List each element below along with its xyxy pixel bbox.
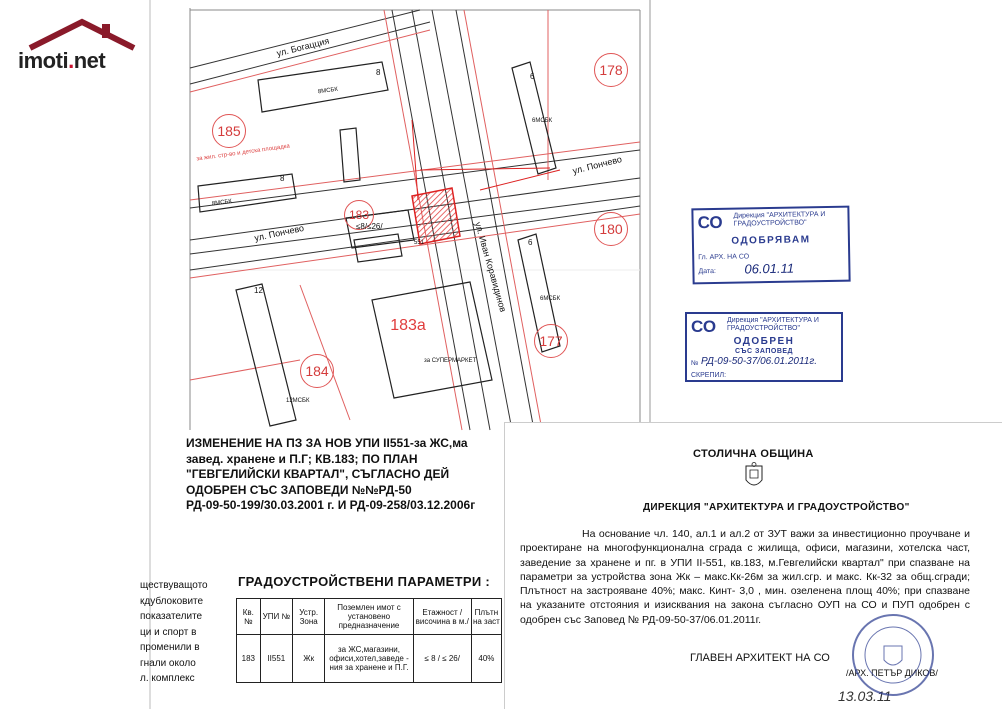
- header-cell: Кв. №: [237, 599, 261, 635]
- district-185: 185: [212, 114, 246, 148]
- params-table: [236, 598, 502, 683]
- street-label: ул. Богацция: [275, 35, 331, 59]
- plot-params-label: ≤8/≤26/: [356, 222, 383, 231]
- district-183: 183: [344, 200, 374, 230]
- district-183a: 183a: [390, 317, 426, 334]
- building-type: 8МСБК: [211, 198, 233, 208]
- stamp-number: РД-09-50-37/06.01.2011г.: [701, 356, 818, 367]
- municipality-name: СТОЛИЧНА ОБЩИНА: [693, 448, 814, 460]
- table-cell: 183: [237, 635, 261, 683]
- title-line: ОДОБРЕН СЪС ЗАПОВЕДИ №№РД-50: [186, 482, 412, 497]
- stamp-directorate: Дирекция "АРХИТЕКТУРА И ГРАДОУСТРОЙСТВО": [733, 211, 826, 228]
- round-seal-icon: [838, 610, 948, 700]
- stamp-date: 06.01.11: [744, 260, 795, 277]
- building-number: 8: [376, 68, 381, 77]
- stamp-status: ОДОБРЯВАМ: [731, 234, 811, 247]
- table-cell: ≤ 8 / ≤ 26/: [413, 635, 471, 683]
- stamp-sub: СЪС ЗАПОВЕД: [734, 348, 794, 355]
- brand-dot: .: [68, 48, 74, 73]
- fragment-line: кдублоковите: [140, 595, 204, 607]
- district-177: 177: [534, 324, 568, 358]
- fragment-line: ци и спорт в: [140, 626, 197, 638]
- subject-plot: [412, 188, 460, 244]
- header-cell: Плътн на заст: [471, 599, 501, 635]
- table-cell: за ЖС,магазини, офиси,хотел,заведе - ния за хранене и П.Г.: [325, 635, 413, 683]
- plan-title-block: [186, 436, 506, 514]
- stamp-line: СКРЕПИЛ:: [691, 372, 727, 379]
- stamp-line: Гл. АРХ. НА СО: [698, 253, 750, 262]
- table-cell: 40%: [471, 635, 501, 683]
- fragment-line: ществуващото: [140, 580, 208, 591]
- building-number: 6: [528, 238, 533, 247]
- left-text-fragments: [140, 578, 222, 687]
- header-cell: УПИ №: [260, 599, 292, 635]
- approval-text: На основание чл. 140, ал.1 и ал.2 от ЗУТ важи за инвестиционно проучване и проектиране на многофункционална сграда с жилища, офиси, магазини, хотелска част, заведение за хранене и пг. в УПИ II-551, кв.183, м.Гевгелийски квартал" при спазване на параметри за устройства зона Жк – макс.Кк-26м за жил.сгр. и макс. Кк-32 за общ.сгради; Плътност на застрояване 40%; макс. Кинт- 3,0 , мин. озеленена площ 40%; при спазване на указаните отстояния и изисквания на закона съгласно ОУП на СО и ПУП одобрен с одобрен със Заповед № РД-09-50-37/06.01.2011г.: [520, 528, 970, 626]
- street-label: ул. Иван Коравидинов: [472, 220, 509, 314]
- building-type: 12МСБК: [286, 398, 310, 404]
- plot-number-label: 551: [414, 240, 425, 246]
- stamp-so: СО: [697, 212, 723, 233]
- brand-tld: net: [73, 48, 106, 73]
- imoti-logo: [18, 18, 153, 73]
- stamp-status: ОДОБРЕН: [733, 336, 795, 347]
- building-number: 6: [530, 72, 535, 81]
- fragment-line: гнали около: [140, 657, 196, 669]
- street-label: ул. Пончево: [571, 154, 623, 176]
- fragment-line: л. комплекс: [140, 673, 195, 684]
- title-line: РД-09-50-199/30.03.2001 г. И РД-09-258/03.12.2006г: [186, 498, 476, 512]
- coat-of-arms-icon: [742, 462, 766, 492]
- title-line: завед. хранене и П.Г; КВ.183; ПО ПЛАН: [186, 451, 418, 466]
- building-type: 8МСБК: [317, 86, 339, 96]
- stamp-line: Дата:: [698, 267, 716, 276]
- title-line: ИЗМЕНЕНИЕ НА ПЗ ЗА НОВ УПИ II551-за ЖС,ма: [186, 436, 468, 450]
- header-cell: Устр. Зона: [293, 599, 325, 635]
- approval-stamp: [685, 312, 843, 382]
- fragment-line: променили в: [140, 642, 200, 653]
- header-cell: Поземлен имот с установено предназначение: [325, 599, 413, 635]
- district-178: 178: [594, 53, 628, 87]
- table-cell: Жк: [293, 635, 325, 683]
- brand-name: imoti: [18, 48, 69, 73]
- building-number: 12: [254, 286, 263, 295]
- architect-name: /АРХ. ПЕТЪР ДИКОВ/: [846, 668, 938, 678]
- table-cell: II551: [260, 635, 292, 683]
- approval-stamp: [691, 206, 850, 285]
- stamp-line: №: [691, 360, 699, 367]
- chief-architect-label: ГЛАВЕН АРХИТЕКТ НА СО: [690, 652, 830, 664]
- building-type: 6МСБК: [540, 296, 561, 302]
- stamp-so: СО: [691, 317, 717, 336]
- plot-purpose-label: за СУПЕРМАРКЕТ: [424, 358, 477, 364]
- params-title: ГРАДОУСТРОЙСТВЕНИ ПАРАМЕТРИ :: [238, 574, 491, 589]
- plot-purpose-label: за жил. стр-во и детска площадка: [196, 143, 291, 163]
- stamp-directorate: Дирекция "АРХИТЕКТУРА И ГРАДОУСТРОЙСТВО": [727, 317, 819, 332]
- building-type: 6МСБК: [532, 118, 553, 124]
- street-label: ул. Пончево: [253, 222, 305, 244]
- district-180: 180: [594, 212, 628, 246]
- fragment-line: показателите: [140, 611, 203, 622]
- signature-date: 13.03.11: [838, 688, 892, 704]
- header-cell: Етажност /височина в м./: [413, 599, 471, 635]
- title-line: "ГЕВГЕЛИЙСКИ КВАРТАЛ", СЪГЛАСНО ДЕЙ: [186, 467, 450, 481]
- building-number: 8: [280, 174, 285, 183]
- directorate-name: ДИРЕКЦИЯ "АРХИТЕКТУРА И ГРАДОУСТРОЙСТВО": [643, 502, 910, 513]
- district-184: 184: [300, 354, 334, 388]
